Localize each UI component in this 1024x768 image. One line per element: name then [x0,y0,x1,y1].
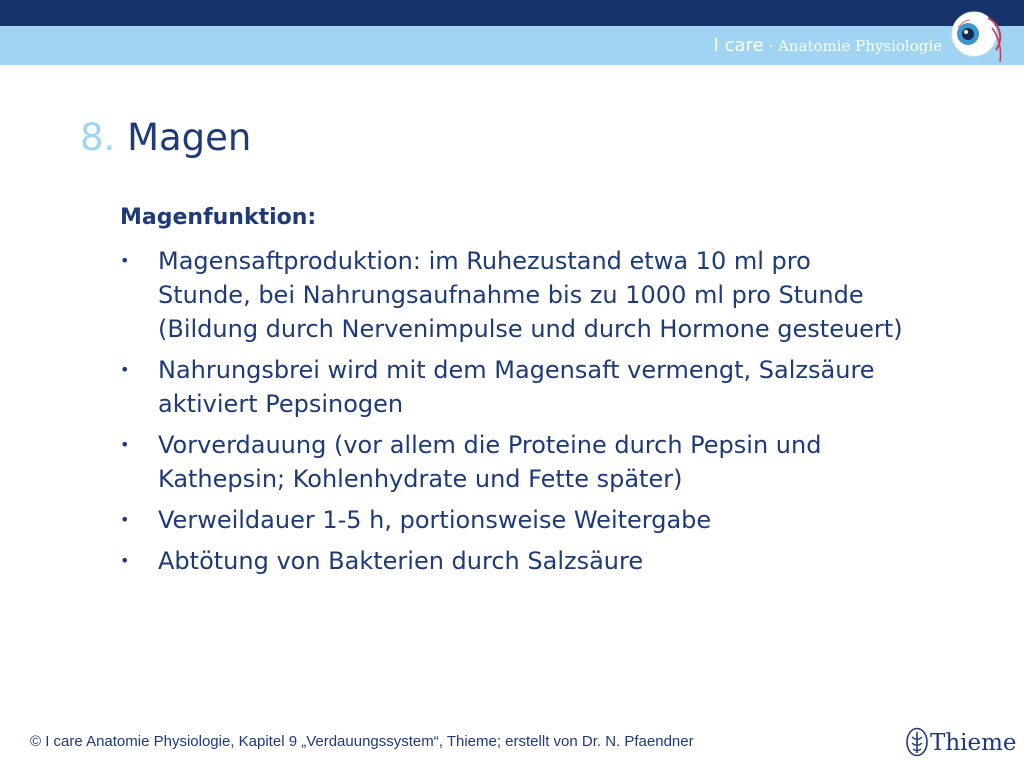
eye-icon [948,8,1012,68]
bullet-icon: • [120,551,130,570]
brand-main: I care [713,35,764,56]
slide-title [80,112,251,164]
header-top-bar [0,0,1024,26]
brand-label [714,33,942,59]
bullet-item [120,428,910,496]
thieme-emblem-icon [906,727,928,757]
bullet-icon: • [120,510,130,529]
slide-content [120,200,910,585]
bullet-text: Verweildauer 1-5 h, portionsweise Weitergabe [158,506,712,534]
publisher-logo [906,726,1016,760]
bullet-item [120,353,910,421]
footer-copyright: © I care Anatomie Physiologie, Kapitel 9 „Verdauungssystem“, Thieme; erstellt von Dr. N. Pfaendner [30,733,694,750]
bullet-icon: • [120,360,130,379]
bullet-text: Magensaftproduktion: im Ruhezustand etwa 10 ml pro Stunde, bei Nahrungsaufnahme bis zu 1000 ml pro Stunde (Bildung durch Nervenimpulse und durch Hormone gesteuert) [158,247,903,343]
subheading: Magenfunktion: [120,205,317,230]
slide-number: 8. [80,116,116,159]
bullet-text: Nahrungsbrei wird mit dem Magensaft vermengt, Salzsäure aktiviert Pepsinogen [158,356,875,418]
bullet-text: Abtötung von Bakterien durch Salzsäure [158,547,644,575]
bullet-item [120,544,910,578]
bullet-icon: • [120,251,130,270]
bullet-item [120,244,910,346]
brand-subtitle: · Anatomie Physiologie [763,37,942,55]
publisher-name: Thieme [930,730,1017,756]
bullet-item [120,503,910,537]
bullet-icon: • [120,435,130,454]
bullet-list [120,244,910,578]
slide-title-text: Magen [127,116,252,159]
bullet-text: Vorverdauung (vor allem die Proteine durch Pepsin und Kathepsin; Kohlenhydrate und Fette später) [158,431,822,493]
